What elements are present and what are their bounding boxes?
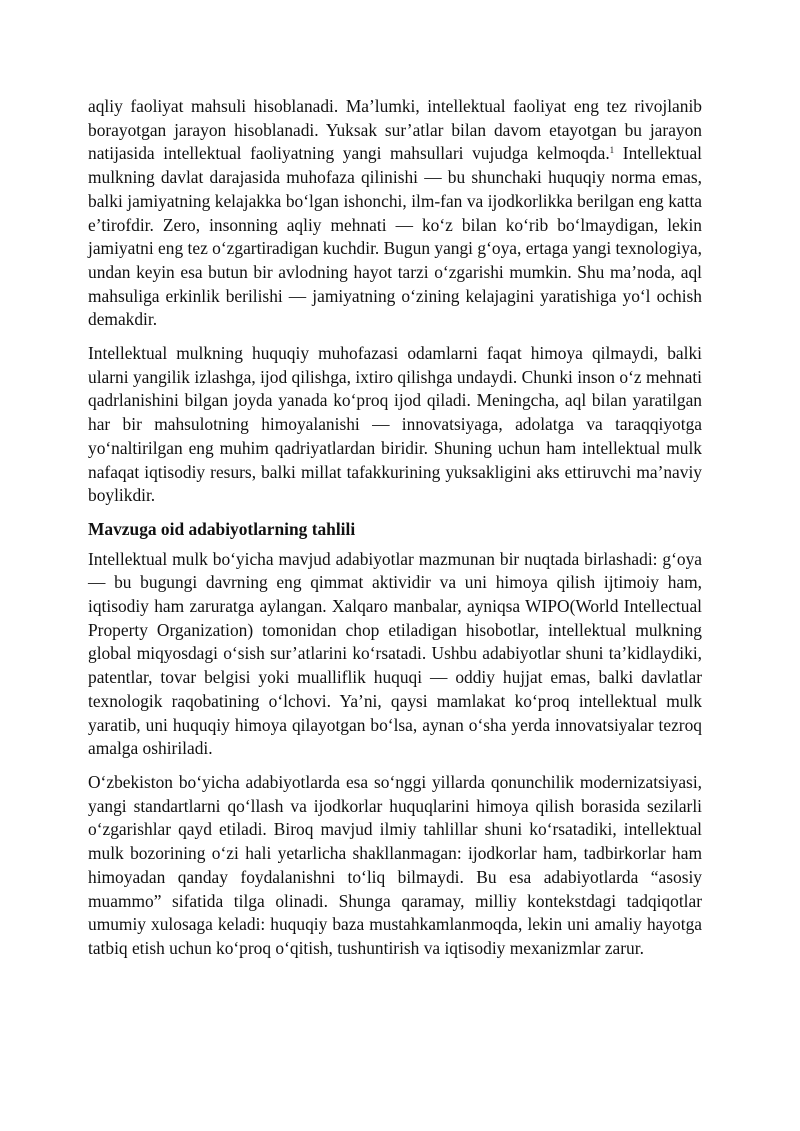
paragraph-1-continuation: Intellektual mulkning davlat darajasida muhofaza qilinishi — bu shunchaki huquqiy norma emas, balki jamiyatning kelajakka bo‘lgan ishonchi, ilm-fan va ijodkorlikka berilgan eng katta e’tirofdir. Zero, insonning aqliy mehnati — ko‘z bilan ko‘rib bo‘lmaydigan, lekin jamiyatni eng tez o‘zgartiradigan kuchdir. Bugun yangi g‘oya, ertaga yangi texnologiya, undan keyin esa butun bir avlodning hayot tarzi o‘zgarishi mumkin. Shu ma’noda, aql mahsuliga erkinlik berilishi — jamiyatning o‘zining kelajagini yaratishiga yo‘l ochish demakdir. [88, 143, 702, 330]
paragraph-1 [88, 95, 702, 332]
paragraph-1-text: aqliy faoliyat mahsuli hisoblanadi. Ma’lumki, intellektual faoliyat eng tez rivojlanib borayotgan jarayon hisoblanadi. Yuksak sur’atlar bilan davom etayotgan bu jarayon natijasida intellektual faoliyatning yangi mahsullari vujudga kelmoqda. [88, 96, 702, 164]
paragraph-2: Intellektual mulkning huquqiy muhofazasi odamlarni faqat himoya qilmaydi, balki ularni yangilik izlashga, ijod qilishga, ixtiro qilishga undaydi. Chunki inson o‘z mehnati qadrlanishini bilgan joyda yanada ko‘proq ijod qiladi. Meningcha, aql bilan yaratilgan har bir mahsulotning himoyalanishi — innovatsiyaga, adolatga va taraqqiyotga yo‘naltirilgan eng muhim qadriyatlardan biridir. Shuning uchun ham intellektual mulk nafaqat iqtisodiy resurs, balki millat tafakkurining yuksakligini aks ettiruvchi ma’naviy boylikdir. [88, 343, 702, 506]
footnote-marker[interactable]: 1 [609, 145, 615, 156]
section-heading: Mavzuga oid adabiyotlarning tahlili [88, 518, 356, 539]
document-page [88, 95, 702, 971]
paragraph-3: Intellektual mulk bo‘yicha mavjud adabiyotlar mazmunan bir nuqtada birlashadi: g‘oya — bu bugungi davrning eng qimmat aktividir va uni himoya qilish ijtimoiy ham, iqtisodiy ham zaruratga aylangan. Xalqaro manbalar, ayniqsa WIPO(World Intellectual Property Organization) tomonidan chop etiladigan hisobotlar, intellektual mulkning global miqyosdagi o‘sish sur’atlarini ko‘rsatadi. Ushbu adabiyotlar shuni ta’kidlaydiki, patentlar, tovar belgisi yoki mualliflik huquqi — oddiy hujjat emas, balki davlatlar texnologik raqobatining o‘lchovi. Ya’ni, qaysi mamlakat ko‘proq intellektual mulk yaratib, uni huquqiy himoya qilayotgan bo‘lsa, aynan o‘sha yerda innovatsiyalar tezroq amalga oshiriladi. [88, 548, 702, 759]
paragraph-4: O‘zbekiston bo‘yicha adabiyotlarda esa so‘nggi yillarda qonunchilik modernizatsiyasi, yangi standartlarni qo‘llash va ijodkorlar huquqlarini himoya qilish borasida sezilarli o‘zgarishlar qayd etiladi. Biroq mavjud ilmiy tahlillar shuni ko‘rsatadiki, intellektual mulk bozorining o‘zi hali yetarlicha shakllanmagan: ijodkorlar ham, tadbirkorlar ham himoyadan qanday foydalanishni to‘liq bilmaydi. Bu esa adabiyotlarda “asosiy muammo” sifatida tilga olinadi. Shunga qaramay, milliy kontekstdagi tadqiqotlar umumiy xulosaga keladi: huquqiy baza mustahkamlanmoqda, lekin uni amaliy hayotga tatbiq etish uchun ko‘proq o‘qitish, tushuntirish va iqtisodiy mexanizmlar zarur. [88, 771, 702, 958]
